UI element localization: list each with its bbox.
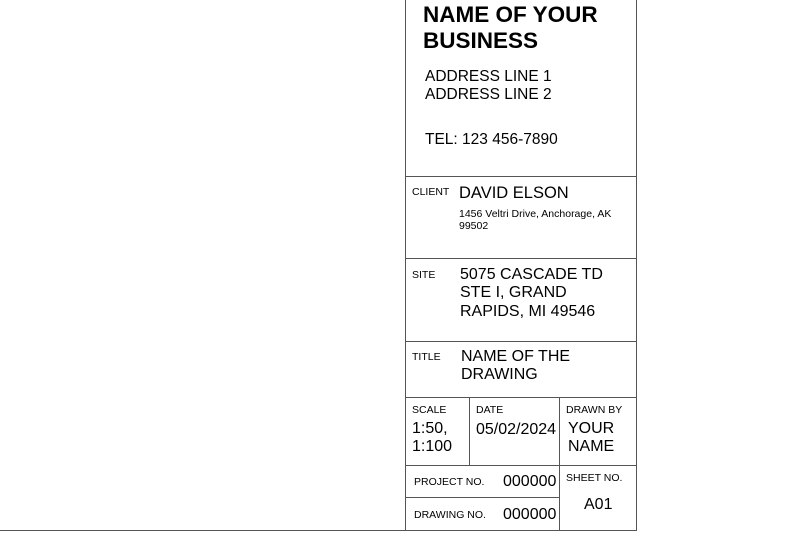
title-block-left-border: [405, 0, 406, 531]
site-label: SITE: [412, 269, 436, 281]
business-name: NAME OF YOUR BUSINESS: [423, 2, 598, 54]
client-name: DAVID ELSON: [459, 184, 569, 202]
divider-title-grid: [405, 397, 637, 398]
drawing-no-value: 000000: [503, 506, 557, 523]
date-label: DATE: [476, 404, 504, 416]
drawn-by-value: YOUR NAME: [568, 420, 615, 456]
divider-client-site: [405, 258, 637, 259]
divider-date-drawnby: [559, 397, 560, 531]
drawn-by-label: DRAWN BY: [566, 404, 623, 416]
scale-value: 1:50, 1:100: [412, 420, 453, 456]
sheet-no-label: SHEET NO.: [566, 472, 623, 484]
business-tel: TEL: 123 456-7890: [425, 131, 558, 148]
title-label: TITLE: [412, 351, 441, 363]
site-address: 5075 CASCADE TD STE I, GRAND RAPIDS, MI 49546: [460, 266, 603, 320]
sheet-no-value: A01: [584, 496, 613, 513]
client-label: CLIENT: [412, 186, 450, 198]
divider-scale-date: [469, 397, 470, 465]
title-block-right-border: [636, 0, 637, 531]
divider-project-drawing: [405, 497, 560, 498]
date-value: 05/02/2024: [476, 421, 557, 438]
project-no-label: PROJECT NO.: [414, 476, 485, 488]
sheet-bottom-border: [0, 530, 637, 531]
divider-grid-project: [405, 465, 637, 466]
scale-label: SCALE: [412, 404, 447, 416]
client-address: 1456 Veltri Drive, Anchorage, AK 99502: [459, 208, 612, 233]
project-no-value: 000000: [503, 473, 557, 490]
business-address: ADDRESS LINE 1 ADDRESS LINE 2: [425, 68, 552, 104]
divider-business-client: [405, 176, 637, 177]
drawing-title: NAME OF THE DRAWING: [461, 348, 571, 384]
divider-site-title: [405, 341, 637, 342]
drawing-no-label: DRAWING NO.: [414, 509, 486, 521]
